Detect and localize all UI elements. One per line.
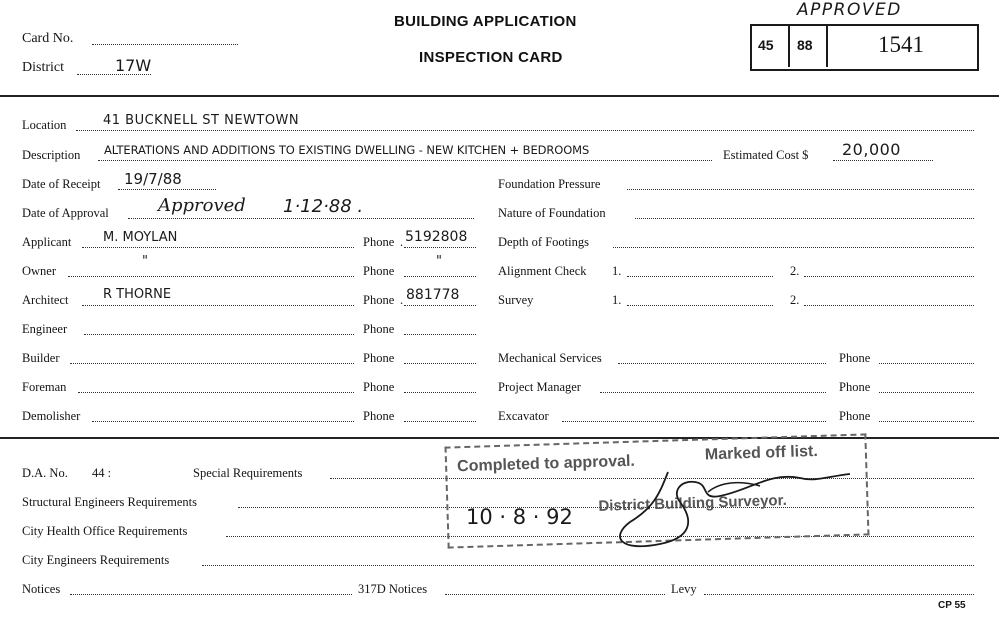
estimated-cost-field[interactable] [833,160,933,161]
header-divider [0,95,999,97]
location-value: 41 BUCKNELL ST NEWTOWN [103,113,300,128]
mechanical-phone-label: Phone [839,351,871,365]
applicant-phone-field[interactable] [404,247,476,248]
date-approval-value: Approved [158,195,246,216]
demolisher-phone-label: Phone [363,409,395,423]
builder-label: Builder [22,351,60,365]
approved-handwritten: APPROVED [797,0,902,20]
owner-value: " [142,254,148,269]
card-no-field[interactable] [92,44,238,45]
alignment-check-label: Alignment Check [498,264,587,278]
builder-phone-field[interactable] [404,363,476,364]
alignment-check-2-field[interactable] [804,276,974,277]
applicant-phone-label: Phone [363,235,395,249]
da-no-label: D.A. No. [22,466,68,480]
project-manager-phone-label: Phone [839,380,871,394]
survey-1-label: 1. [612,293,622,307]
notices-317d-field[interactable] [445,594,665,595]
levy-field[interactable] [704,594,974,595]
demolisher-field[interactable] [92,421,354,422]
project-manager-field[interactable] [600,392,826,393]
date-receipt-field[interactable] [118,189,216,190]
notices-317d-label: 317D Notices [358,582,428,596]
da-no-value: 44 : [92,466,112,480]
owner-phone-field[interactable] [404,276,476,277]
nature-foundation-label: Nature of Foundation [498,206,606,220]
box-cell-3: 1541 [878,32,924,57]
stamp-marked-text: Marked off list. [704,442,819,464]
location-field[interactable] [76,130,974,131]
date-approval-label: Date of Approval [22,206,109,220]
date-approval-field[interactable] [128,218,474,219]
architect-phone-label: Phone [363,293,395,307]
district-value: 17W [115,56,152,75]
stamp-date: 10 · 8 · 92 [466,505,573,529]
box-cell-2: 88 [797,37,813,53]
mechanical-phone-field[interactable] [879,363,974,364]
depth-footings-label: Depth of Footings [498,235,589,249]
special-requirements-label: Special Requirements [193,466,303,480]
card-number-box [750,24,979,71]
owner-label: Owner [22,264,57,278]
mechanical-services-label: Mechanical Services [498,351,602,365]
surveyor-signature [600,452,860,552]
stamp-completed-text: Completed to approval. [456,452,636,476]
excavator-phone-label: Phone [839,409,871,423]
notices-field[interactable] [70,594,352,595]
foreman-label: Foreman [22,380,67,394]
levy-label: Levy [671,582,697,596]
applicant-field[interactable] [82,247,354,248]
foundation-pressure-field[interactable] [627,189,974,190]
engineer-field[interactable] [84,334,354,335]
location-label: Location [22,118,67,132]
survey-2-label: 2. [790,293,800,307]
architect-field[interactable] [82,305,354,306]
builder-phone-label: Phone [363,351,395,365]
city-engineers-field[interactable] [202,565,974,566]
engineer-label: Engineer [22,322,68,336]
structural-engineers-label: Structural Engineers Requirements [22,495,197,509]
architect-phone-field[interactable] [404,305,476,306]
excavator-label: Excavator [498,409,549,423]
architect-phone-value: 881778 [406,287,460,303]
description-field[interactable] [98,160,712,161]
foreman-field[interactable] [78,392,354,393]
project-manager-phone-field[interactable] [879,392,974,393]
architect-label: Architect [22,293,69,307]
excavator-phone-field[interactable] [879,421,974,422]
date-receipt-value: 19/7/88 [124,170,182,188]
city-engineers-label: City Engineers Requirements [22,553,170,567]
date-receipt-label: Date of Receipt [22,177,101,191]
builder-field[interactable] [70,363,354,364]
owner-field[interactable] [68,276,354,277]
demolisher-phone-field[interactable] [404,421,476,422]
box-divider [788,26,790,67]
notices-label: Notices [22,582,61,596]
description-value: ALTERATIONS AND ADDITIONS TO EXISTING DWELLING - NEW KITCHEN + BEDROOMS [104,143,590,157]
survey-2-field[interactable] [804,305,974,306]
survey-1-field[interactable] [627,305,773,306]
foreman-phone-field[interactable] [404,392,476,393]
form-title-line1: BUILDING APPLICATION [394,13,577,30]
engineer-phone-label: Phone [363,322,395,336]
date-approval-date: 1·12·88 . [283,196,364,217]
architect-value: R THORNE [103,287,172,302]
form-code: CP 55 [938,600,966,611]
alignment-check-1-label: 1. [612,264,622,278]
applicant-phone-value: 5192808 [405,229,468,245]
estimated-cost-value: 20,000 [842,140,901,159]
foreman-phone-label: Phone [363,380,395,394]
nature-foundation-field[interactable] [635,218,974,219]
district-label: District [22,60,64,75]
engineer-phone-field[interactable] [404,334,476,335]
applicant-value: M. MOYLAN [103,230,178,245]
applicant-label: Applicant [22,235,72,249]
estimated-cost-label: Estimated Cost $ [723,148,809,162]
alignment-check-1-field[interactable] [627,276,773,277]
survey-label: Survey [498,293,534,307]
excavator-field[interactable] [562,421,826,422]
depth-footings-field[interactable] [613,247,974,248]
alignment-check-2-label: 2. [790,264,800,278]
box-divider [826,26,828,67]
mechanical-services-field[interactable] [618,363,826,364]
demolisher-label: Demolisher [22,409,81,423]
box-cell-1: 45 [758,37,774,53]
form-title-line2: INSPECTION CARD [419,49,563,66]
foundation-pressure-label: Foundation Pressure [498,177,601,191]
owner-phone-label: Phone [363,264,395,278]
card-no-label: Card No. [22,31,74,46]
project-manager-label: Project Manager [498,380,581,394]
stamp-surveyor-text: District Building Surveyor. [598,491,788,515]
description-label: Description [22,148,81,162]
city-health-label: City Health Office Requirements [22,524,188,538]
owner-phone-value: " [436,254,442,269]
